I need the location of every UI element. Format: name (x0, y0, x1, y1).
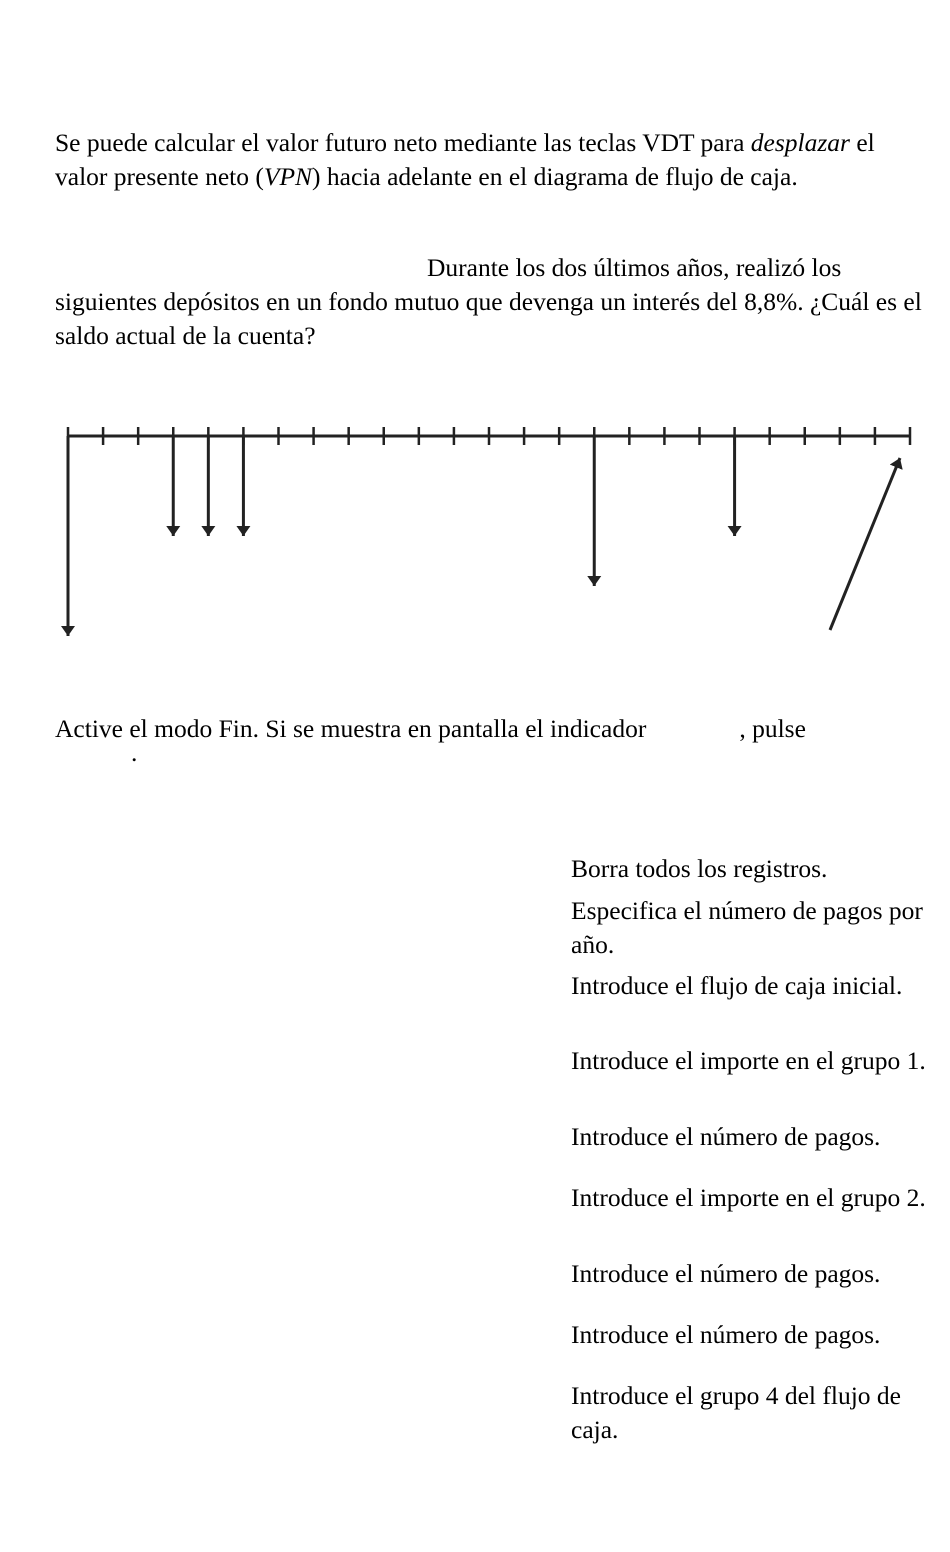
instruction-paragraph (55, 712, 915, 767)
cash-flow-diagram (0, 410, 950, 650)
example-paragraph (55, 251, 925, 353)
step-description: Borra todos los registros. (571, 854, 828, 883)
step-description: Introduce el número de pagos. (571, 1122, 881, 1151)
intro-text-1: Se puede calcular el valor futuro neto mediante las teclas VDT para (55, 128, 751, 157)
instruction-text-after: , pulse (739, 714, 806, 743)
step-description: Introduce el importe en el grupo 1. (571, 1046, 926, 1075)
cash-flow-arrows (68, 436, 900, 636)
step-description: Introduce el número de pagos. (571, 1259, 881, 1288)
intro-paragraph (55, 126, 925, 194)
intro-vpn: VPN (263, 162, 313, 191)
instruction-end: . (131, 738, 138, 767)
intro-text-2: el valor presente neto ( (55, 128, 875, 191)
step-description: Introduce el flujo de caja inicial. (571, 971, 903, 1000)
intro-emphasis: desplazar (750, 128, 850, 157)
step-description: Introduce el importe en el grupo 2. (571, 1183, 926, 1212)
step-description: Introduce el grupo 4 del flujo de caja. (571, 1381, 901, 1444)
step-description: Especifica el número de pagos por año. (571, 896, 923, 959)
instruction-text: Active el modo Fin. Si se muestra en pantalla el indicador (55, 714, 647, 743)
example-text: Durante los dos últimos años, realizó los siguientes depósitos en un fondo mutuo que devenga un interés del 8,8%. ¿Cuál es el saldo actual de la cuenta? (55, 253, 922, 350)
inflow-arrow (830, 458, 900, 630)
step-description: Introduce el número de pagos. (571, 1320, 881, 1349)
intro-text-3: ) hacia adelante en el diagrama de flujo de caja. (312, 162, 798, 191)
